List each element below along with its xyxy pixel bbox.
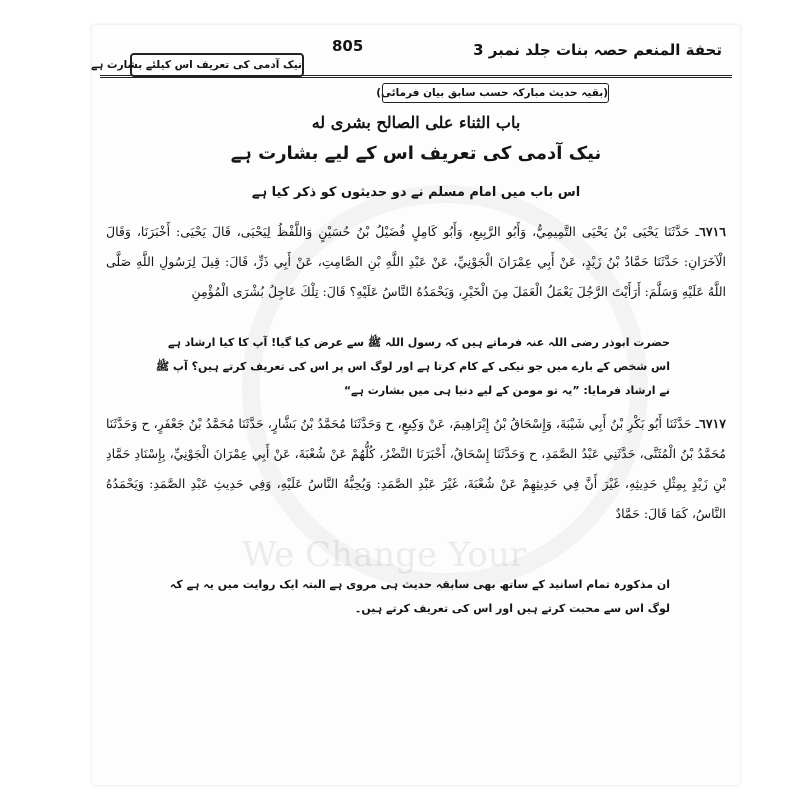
hadith-6717-urdu: ان مذکورہ تمام اسانید کے ساتھ بھی سابقہ حدیث ہی مروی ہے البتہ ایک روایت میں یہ ہے کہ لوگ اس سے محبت کرتے ہیں اور اس کی تعریف کرتے ہیں۔: [169, 578, 670, 615]
header-divider: [100, 75, 732, 78]
watermark-text: We Change Your: [242, 535, 526, 575]
chapter-title-urdu: نیک آدمی کی تعریف اس کے لیے بشارت ہے: [230, 143, 602, 164]
chapter-intro: اس باب میں امام مسلم نے دو حدیثوں کو ذکر کیا ہے: [251, 185, 581, 200]
page-number: 805: [332, 37, 364, 55]
hadith-number: ٦٧١٧: [699, 416, 726, 431]
hadith-6716-arabic: [106, 217, 726, 307]
hadith-6717-arabic: [106, 409, 726, 529]
hadith-number: ٦٧١٦: [699, 224, 726, 239]
topic-box: نیک آدمی کی تعریف اس کیلئے بشارت ہے: [130, 53, 304, 77]
page-header: [91, 33, 732, 73]
book-title: تحفة المنعم حصہ بنات جلد نمبر 3: [473, 41, 722, 59]
previous-note: (بقیہ حدیث مبارکہ حسب سابق بیان فرمائی): [382, 83, 609, 103]
hadith-6716-urdu: حضرت ابوذر رضی اللہ عنہ فرماتے ہیں کہ رسول اللہ ﷺ سے عرض کیا گیا! آپ کا کیا ارشاد ہے اس شخص کے بارے میں جو نیکی کے کام کرتا ہے اور لوگ اس پر اس کی تعریف کرتے ہیں؟ آپ ﷺ نے ارشاد فرمایا: ”یہ تو مومن کے لیے دنیا ہی میں بشارت ہے“: [155, 336, 670, 397]
hadith-text: ـ حَدَّثَنَا يَحْيَى بْنُ يَحْيَى التَّمِيمِيُّ، وَأَبُو الرَّبِيعِ، وَأَبُو كَامِلٍ فُضَيْلُ بْنُ حُسَيْنٍ وَاللَّفْظُ لِيَحْيَى، قَالَ يَحْيَى: أَخْبَرَنَا، وَقَالَ الْآخَرَانِ: حَدَّثَنَا حَمَّادُ بْنُ زَيْدٍ، عَنْ أَبِي عِمْرَانَ الْجَوْنِيِّ، عَنْ عَبْدِ اللَّهِ بْنِ الصَّامِتِ، عَنْ أَبِي ذَرٍّ، قَالَ: قِيلَ لِرَسُولِ اللَّهِ صَلَّى اللَّهُ عَلَيْهِ وَسَلَّمَ: أَرَأَيْتَ الرَّجُلَ يَعْمَلُ الْعَمَلَ مِنَ الْخَيْرِ، وَيَحْمَدُهُ النَّاسُ عَلَيْهِ؟ قَالَ: تِلْكَ عَاجِلُ بُشْرَى الْمُؤْمِنِ: [106, 224, 726, 299]
chapter-title-arabic: باب الثناء على الصالح بشرى له: [311, 113, 521, 132]
hadith-text: ـ حَدَّثَنَا أَبُو بَكْرِ بْنُ أَبِي شَيْبَةَ، وَإِسْحَاقُ بْنُ إِبْرَاهِيمَ، عَنْ وَكِيعٍ، ح وَحَدَّثَنَا مُحَمَّدُ بْنُ بَشَّارٍ، حَدَّثَنَا مُحَمَّدُ بْنُ جَعْفَرٍ، ح وَحَدَّثَنَا مُحَمَّدُ بْنُ الْمُثَنَّى، حَدَّثَنِي عَبْدُ الصَّمَدِ، ح وَحَدَّثَنَا إِسْحَاقُ، أَخْبَرَنَا النَّضْرُ، كُلُّهُمْ عَنْ شُعْبَةَ، عَنْ أَبِي عِمْرَانَ الْجَوْنِيِّ، بِإِسْنَادِ حَمَّادِ بْنِ زَيْدٍ بِمِثْلِ حَدِيثِهِ، غَيْرَ أَنَّ فِي حَدِيثِهِمْ عَنْ شُعْبَةَ، غَيْرَ عَبْدِ الصَّمَدِ: وَيُحِبُّهُ النَّاسُ عَلَيْهِ، وَفِي حَدِيثِ عَبْدِ الصَّمَدِ: وَيَحْمَدُهُ النَّاسُ، كَمَا قَالَ: حَمَّادٌ: [106, 416, 726, 521]
book-page: [92, 25, 740, 785]
